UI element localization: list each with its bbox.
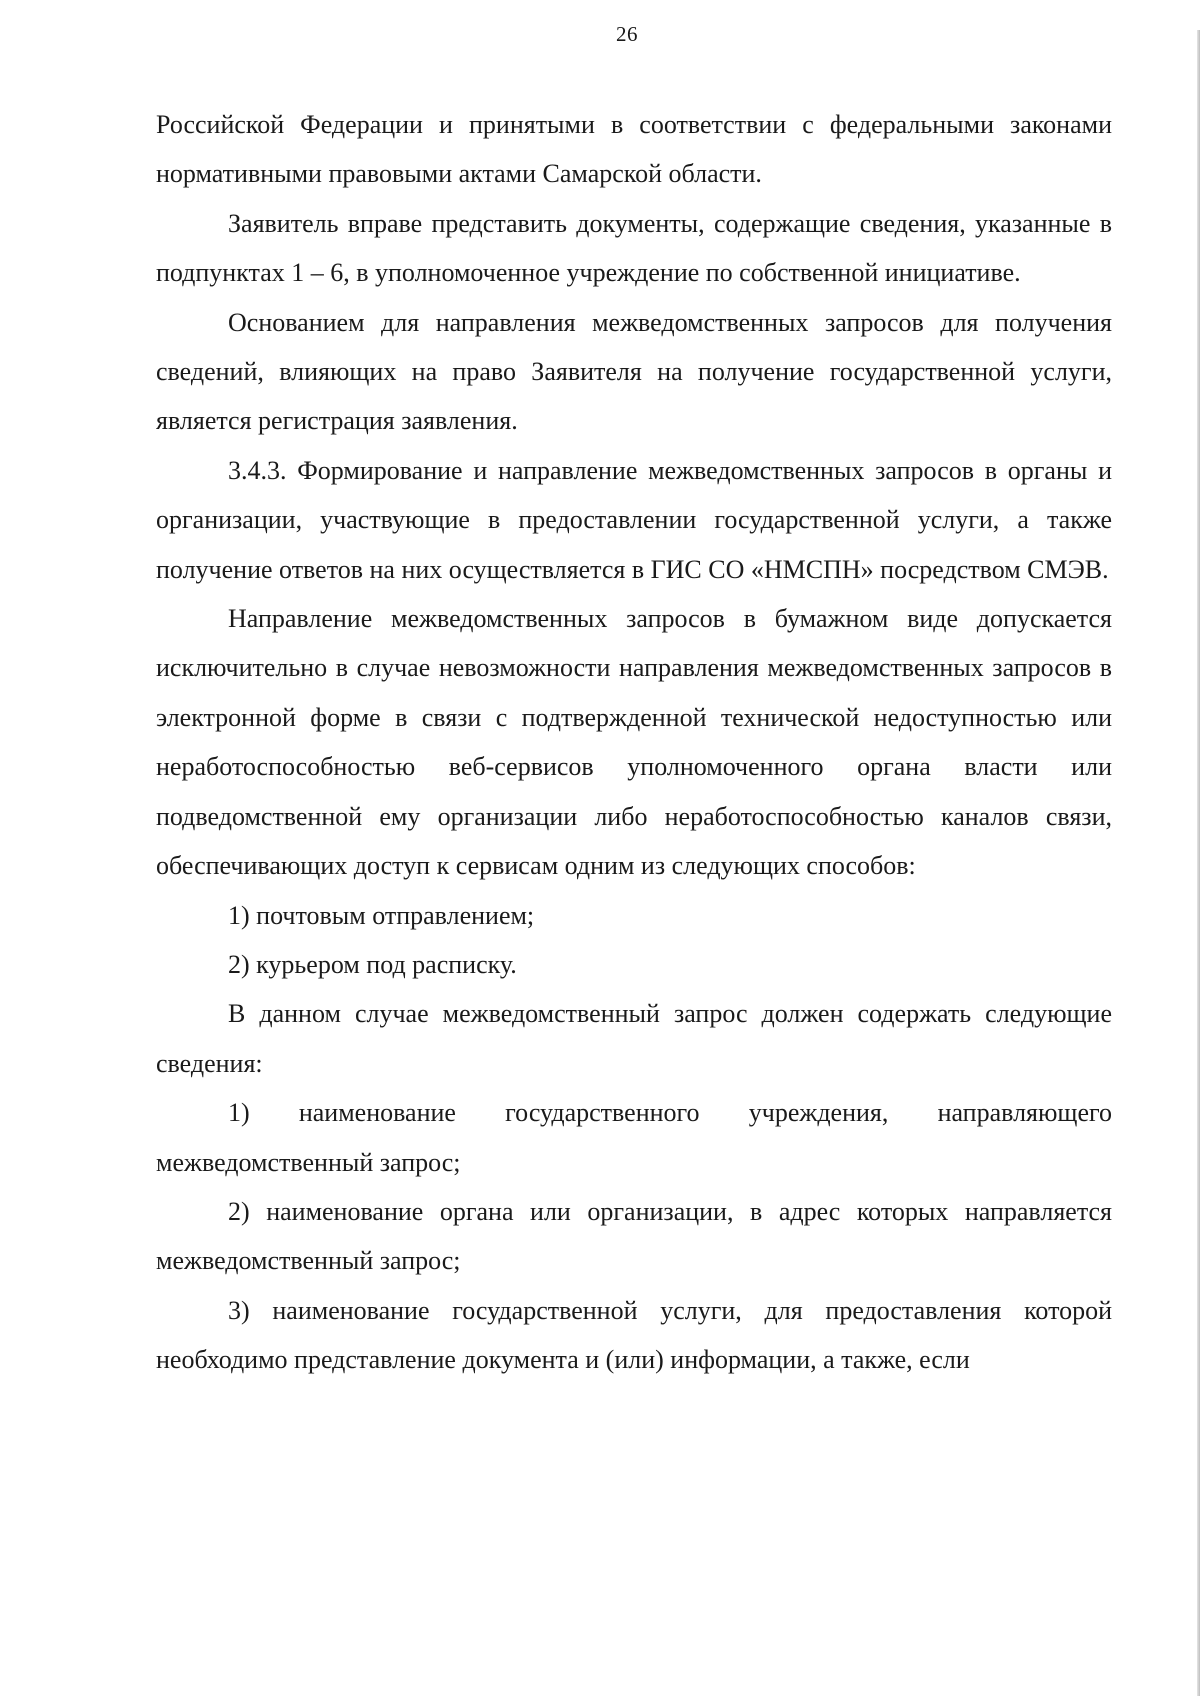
document-body xyxy=(156,100,1112,1385)
paragraph-basis-for-requests: Основанием для направления межведомственных запросов для получения сведений, влияющих на право Заявителя на получение государственной услуги, является регистрация заявления. xyxy=(156,307,1112,436)
paragraph-paper-requests: Направление межведомственных запросов в бумажном виде допускается исключительно в случае невозможности направления межведомственных запросов в электронной форме в связи с подтвержденной технической недоступностью или неработоспособностью веб-сервисов уполномоченного органа власти или подведомственной ему организации либо неработоспособностью каналов связи, обеспечивающих доступ к сервисам одним из следующих способов: xyxy=(156,604,1112,881)
list-item-service-name: 3) наименование государственной услуги, для предоставления которой необходимо представление документа и (или) информации, а также, если xyxy=(156,1295,1112,1375)
list-item-recipient-name: 2) наименование органа или организации, в адрес которых направляется межведомственный запрос; xyxy=(156,1196,1112,1276)
paragraph-section-3-4-3: 3.4.3. Формирование и направление межведомственных запросов в органы и организации, участвующие в предоставлении государственной услуги, а также получение ответов на них осуществляется в ГИС СО «НМСПН» посредством СМЭВ. xyxy=(156,455,1112,584)
list-item-courier: 2) курьером под расписку. xyxy=(228,949,517,979)
paragraph-applicant-right: Заявитель вправе представить документы, содержащие сведения, указанные в подпунктах 1 – 6, в уполномоченное учреждение по собственной инициативе. xyxy=(156,208,1112,288)
list-item-institution-name: 1) наименование государственного учреждения, направляющего межведомственный запрос; xyxy=(156,1098,1112,1177)
paragraph-continuation: Российской Федерации и принятыми в соответствии с федеральными законами нормативными правовыми актами Самарской области. xyxy=(156,110,1112,189)
paragraph-request-contents: В данном случае межведомственный запрос должен содержать следующие сведения: xyxy=(156,999,1112,1078)
page-number: 26 xyxy=(616,22,638,46)
list-item-postal: 1) почтовым отправлением; xyxy=(228,900,535,930)
